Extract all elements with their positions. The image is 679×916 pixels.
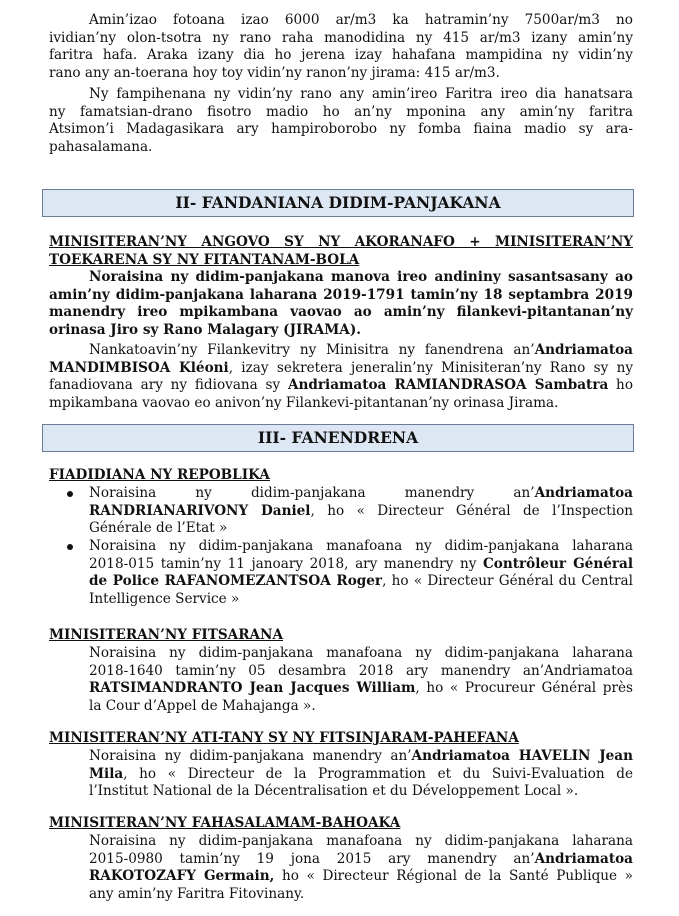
text: , ho « Procureur Général près xyxy=(415,680,633,696)
text-line: Noraisina ny didim-panjakana manafoana ny didim-panjakana laharana xyxy=(89,833,633,849)
text-line: amin’ny didim-panjakana laharana 2019-1791 tamin’ny 18 septambra 2019 xyxy=(49,286,633,303)
justice-paragraph xyxy=(89,645,633,715)
text-line: mpikambana vaovao eo anivon’ny Filankevi-pitantanan’ny orinasa Jirama. xyxy=(49,394,559,411)
person-name: de Police RAFANOMEZANTSOA Roger xyxy=(89,573,383,589)
person-name: RATSIMANDRANTO Jean Jacques William xyxy=(89,680,416,696)
text-line: Amin’izao fotoana izao 6000 ar/m3 ka hatramin’ny 7500ar/m3 no xyxy=(89,12,633,28)
text-line xyxy=(89,868,633,886)
section-2-title: II- FANDANIANA DIDIM-PANJAKANA xyxy=(42,189,634,217)
person-name: RANDRIANARIVONY Daniel xyxy=(89,502,311,519)
health-paragraph xyxy=(89,833,633,903)
person-name: MANDIMBISOA Kléoni xyxy=(49,359,229,376)
text-line: manendry ireo mpikambana vaovao ao amin’ny filankevi-pitantanan’ny xyxy=(49,304,633,320)
person-name: Mila xyxy=(89,765,124,782)
text-line: ividian’ny olon-tsotra ny rano raha manodidina ny 415 ar/m3 izany amin’ny xyxy=(49,29,633,46)
text-line: pahasalamana. xyxy=(49,138,153,155)
jirama-decree-paragraph xyxy=(49,269,633,339)
text-line: Noraisina ny didim-panjakana manafoana ny didim-panjakana laharana xyxy=(89,538,633,554)
person-name: Contrôleur Général xyxy=(482,555,633,572)
text-line xyxy=(89,748,633,766)
text-line xyxy=(89,485,633,503)
appointment-paragraph xyxy=(49,342,633,412)
heading-line: TOEKARENA SY NY FITANTANAM-BOLA xyxy=(49,251,360,268)
text-line: 2018-1640 tamin’ny 05 desambra 2018 ary manendry an’Andriamatoa xyxy=(89,662,633,679)
justice-ministry-heading: MINISITERAN’NY FITSARANA xyxy=(49,627,284,643)
text-line: Intelligence Service » xyxy=(89,590,240,607)
text: Nankatoavin’ny Filankevitry ny Minisitra ny fanendrena an’ xyxy=(89,342,535,358)
text-line xyxy=(89,766,633,784)
text: , ho « Directeur Général du Central xyxy=(382,573,633,589)
text: 2018-015 tamin’ny 11 janoary 2018, ary manendry ny xyxy=(89,555,483,572)
list-item xyxy=(89,485,633,538)
text-line xyxy=(49,377,633,395)
text-line: ny famatsian-drano fisotro madio ho an’ny mponina any amin’ny faritra xyxy=(49,103,633,120)
text: , izay sekretera jeneralin’ny Minisiteran’ny Rano sy ny xyxy=(228,359,633,376)
text-line xyxy=(89,680,633,698)
person-name: Andriamatoa xyxy=(534,485,633,501)
territory-paragraph xyxy=(89,748,633,801)
intro-paragraph-2 xyxy=(49,86,633,156)
text: , ho « Directeur de la Programmation et du Suivi-Evaluation de xyxy=(123,765,633,782)
text: ho xyxy=(608,377,634,393)
person-name: RAKOTOZAFY Germain, xyxy=(89,868,275,884)
person-name: Andriamatoa RAMIANDRASOA Sambatra xyxy=(287,377,609,393)
text: Noraisina ny didim-panjakana manendry an’ xyxy=(89,748,412,764)
text: , ho « Directeur Général de l’Inspection xyxy=(310,502,634,519)
ministry-energy-heading xyxy=(49,234,633,269)
text-line: orinasa Jiro sy Rano Malagary (JIRAMA). xyxy=(49,321,361,338)
health-ministry-heading: MINISITERAN’NY FAHASALAMAM-BAHOAKA xyxy=(49,815,401,831)
text: ho « Directeur Régional de la Santé Publique » xyxy=(274,868,633,884)
text-line: Atsimon’i Madagasikara ary hampiroborobo ny fomba fiaina madio sy ara- xyxy=(49,121,633,137)
text-line xyxy=(89,503,633,521)
text: 2015-0980 tamin’ny 19 jona 2015 ary manendry an’ xyxy=(89,850,535,867)
bullet-icon xyxy=(67,544,73,550)
text-line: faritra hafa. Araka izany dia ho jerena izay hahafana mampidina ny vidin’ny xyxy=(49,47,633,63)
territory-ministry-heading: MINISITERAN’NY ATI-TANY SY NY FITSINJARAM-PAHEFANA xyxy=(49,730,519,746)
section-3-title: III- FANENDRENA xyxy=(42,424,634,452)
text-line xyxy=(89,851,633,869)
list-item xyxy=(89,538,633,608)
person-name: Andriamatoa xyxy=(534,850,633,867)
text-line xyxy=(49,342,633,360)
person-name: Andriamatoa HAVELIN Jean xyxy=(411,748,633,764)
bullet-icon xyxy=(67,491,73,497)
heading-line: MINISITERAN’NY ANGOVO SY NY AKORANAFO + MINISITERAN’NY xyxy=(49,234,633,250)
text: Noraisina ny didim-panjakana manendry an’ xyxy=(89,485,535,501)
text-line: rano any an-toerana hoy toy vidin’ny ranon’ny jirama: 415 ar/m3. xyxy=(49,64,500,81)
text-line: Ny fampihenana ny vidin’ny rano any amin’ireo Faritra ireo dia hanatsara xyxy=(89,86,633,102)
text-line: any amin’ny Faritra Fitovinany. xyxy=(89,885,305,902)
text-line: l’Institut National de la Décentralisation et du Développement Local ». xyxy=(89,783,579,799)
text-line: Noraisina ny didim-panjakana manafoana ny didim-panjakana laharana xyxy=(89,645,633,661)
text: fanadiovana ary ny fidiovana sy xyxy=(49,377,288,393)
text-line xyxy=(49,360,633,378)
text-line: Générale de l’Etat » xyxy=(89,520,228,536)
text-line xyxy=(89,573,633,591)
text-line xyxy=(89,556,633,574)
text-line: Noraisina ny didim-panjakana manova ireo andininy sasantsasany ao xyxy=(89,269,633,285)
person-name: Andriamatoa xyxy=(534,342,633,358)
intro-paragraph-1 xyxy=(49,12,633,82)
text-line: la Cour d’Appel de Mahajanga ». xyxy=(89,697,316,714)
presidency-heading: FIADIDIANA NY REPOBLIKA xyxy=(49,467,270,483)
